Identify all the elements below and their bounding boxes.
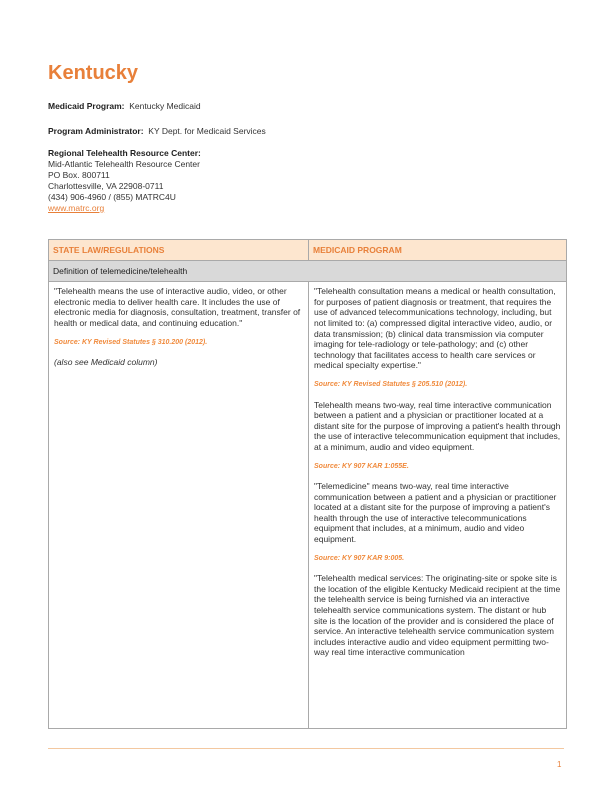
- program-administrator-line: [48, 126, 266, 136]
- state-law-source: Source: KY Revised Statutes § 310.200 (2012).: [54, 338, 208, 346]
- table-header-row: [49, 240, 567, 261]
- resource-center-link[interactable]: www.matrc.org: [48, 203, 105, 213]
- medicaid-source-3: Source: KY 907 KAR 9:005.: [314, 554, 405, 562]
- state-law-cell: [49, 282, 309, 729]
- state-law-text: "Telehealth means the use of interactive audio, video, or other electronic media to deliver health care. It includes the use of electronic media for diagnosis, consultation, treatment, transfer of health or medical data, and continuing education.": [54, 286, 301, 328]
- medicaid-source-1: Source: KY Revised Statutes § 205.510 (2012).: [314, 380, 468, 388]
- medicaid-cell: [309, 282, 567, 729]
- program-administrator-label: Program Administrator:: [48, 126, 144, 136]
- state-law-note: (also see Medicaid column): [54, 357, 158, 368]
- medicaid-program-label: Medicaid Program:: [48, 101, 125, 111]
- table-row: [49, 282, 567, 729]
- header-medicaid-program: MEDICAID PROGRAM: [309, 240, 567, 261]
- header-state-law: STATE LAW/REGULATIONS: [49, 240, 309, 261]
- resource-center-block: [48, 148, 201, 214]
- medicaid-definition-2: Telehealth means two-way, real time interactive communication between a patient and a physician or practitioner located at a distant site for the purpose of improving a patient's health through the use of interactive telecommunication equipment that includes, at a minimum, audio and video equipment.: [314, 399, 561, 452]
- medicaid-definition-4: "Telehealth medical services: The originating-site or spoke site is the location of the eligible Kentucky Medicaid recipient at the time the telehealth service is being furnished via an interactive telehealth service communications system. The distant or hub site is the location of the provider and is considered the place of service. An interactive telehealth service communication system includes interactive audio and video equipment permitting two-way real time interactive communication: [314, 573, 561, 658]
- resource-center-po-box: PO Box. 800711: [48, 170, 110, 180]
- medicaid-program-value: Kentucky Medicaid: [129, 101, 201, 111]
- telehealth-table: [48, 239, 567, 729]
- medicaid-program-line: [48, 101, 201, 111]
- medicaid-definition-3: "Telemedicine" means two-way, real time interactive communication between a patient and a physician or practitioner located at a distant site for the purpose of improving a patient's health through the use of interactive telecommunications equipment that includes, at a minimum, audio and video equipment.: [314, 481, 557, 545]
- footer-divider: [48, 748, 564, 749]
- medicaid-source-2: Source: KY 907 KAR 1:055E.: [314, 462, 409, 470]
- section-title: Definition of telemedicine/telehealth: [49, 260, 567, 282]
- program-administrator-value: KY Dept. for Medicaid Services: [148, 126, 266, 136]
- page-title: Kentucky: [48, 62, 139, 84]
- resource-center-name: Mid-Atlantic Telehealth Resource Center: [48, 159, 200, 169]
- resource-center-phone: (434) 906-4960 / (855) MATRC4U: [48, 192, 176, 202]
- page-number: 1: [557, 760, 562, 769]
- resource-center-city: Charlottesville, VA 22908-0711: [48, 181, 164, 191]
- medicaid-definition-1: "Telehealth consultation means a medical or health consultation, for purposes of patient diagnosis or treatment, that requires the use of advanced telecommunications technology, including, but not limited to: (a) compressed digital interactive video, audio, or data transmission; (b) clinical data transmission via computer imaging for tele-radiology or tele-pathology; and (c) other technology that facilitates access to health care services or medical specialty expertise.": [314, 286, 556, 371]
- section-row: [49, 260, 567, 282]
- resource-center-label: Regional Telehealth Resource Center:: [48, 148, 201, 158]
